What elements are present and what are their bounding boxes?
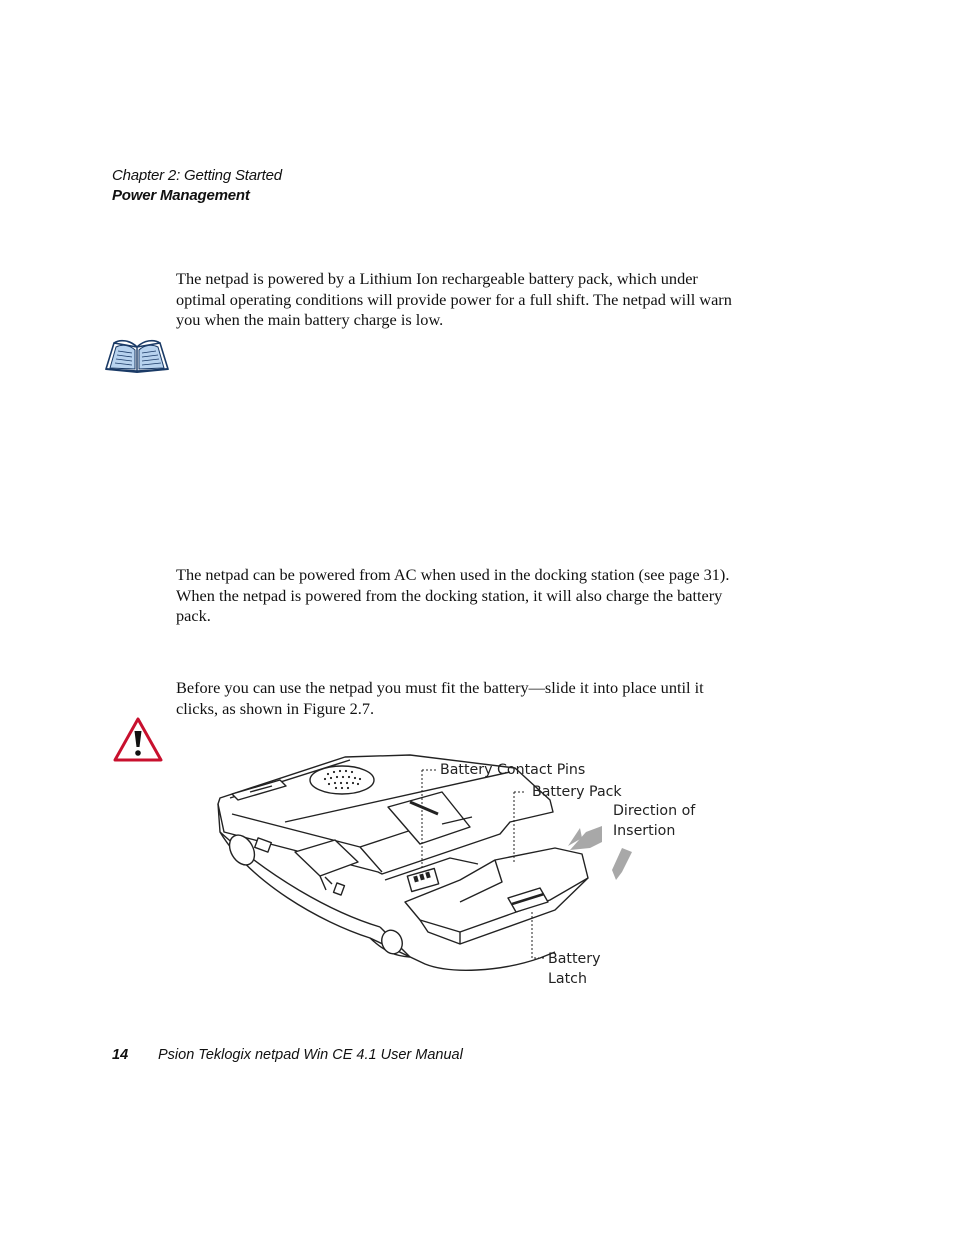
callout-direction-line-1: Direction of <box>613 803 696 819</box>
chapter-header: Chapter 2: Getting Started <box>112 167 282 184</box>
paragraph-fit-battery: Before you can use the netpad you must fit the battery—slide it into place until it clicks, as shown in Figure 2.7. <box>176 678 704 718</box>
paragraph-ac-power: The netpad can be powered from AC when used in the docking station (see page 31). When the netpad is powered from the docking station, it will also charge the battery pack. <box>176 565 730 626</box>
callout-latch-line-2: Latch <box>548 971 587 987</box>
page-number: 14 <box>112 1047 129 1063</box>
paragraph-battery-intro: The netpad is powered by a Lithium Ion rechargeable battery pack, which under optimal operating conditions will provide power for a full shift. The netpad will warn you when the main battery charge is low. <box>176 269 732 330</box>
battery-insertion-figure <box>210 752 700 987</box>
callout-battery-pack: Battery Pack <box>532 784 622 800</box>
section-header: Power Management <box>112 187 250 204</box>
book-icon <box>104 337 170 378</box>
manual-title: Psion Teklogix netpad Win CE 4.1 User Manual <box>158 1047 463 1063</box>
callout-battery-contact-pins: Battery Contact Pins <box>440 762 586 778</box>
callout-direction-line-2: Insertion <box>613 823 676 839</box>
callout-latch-line-1: Battery <box>548 951 601 967</box>
warning-icon <box>112 716 164 769</box>
